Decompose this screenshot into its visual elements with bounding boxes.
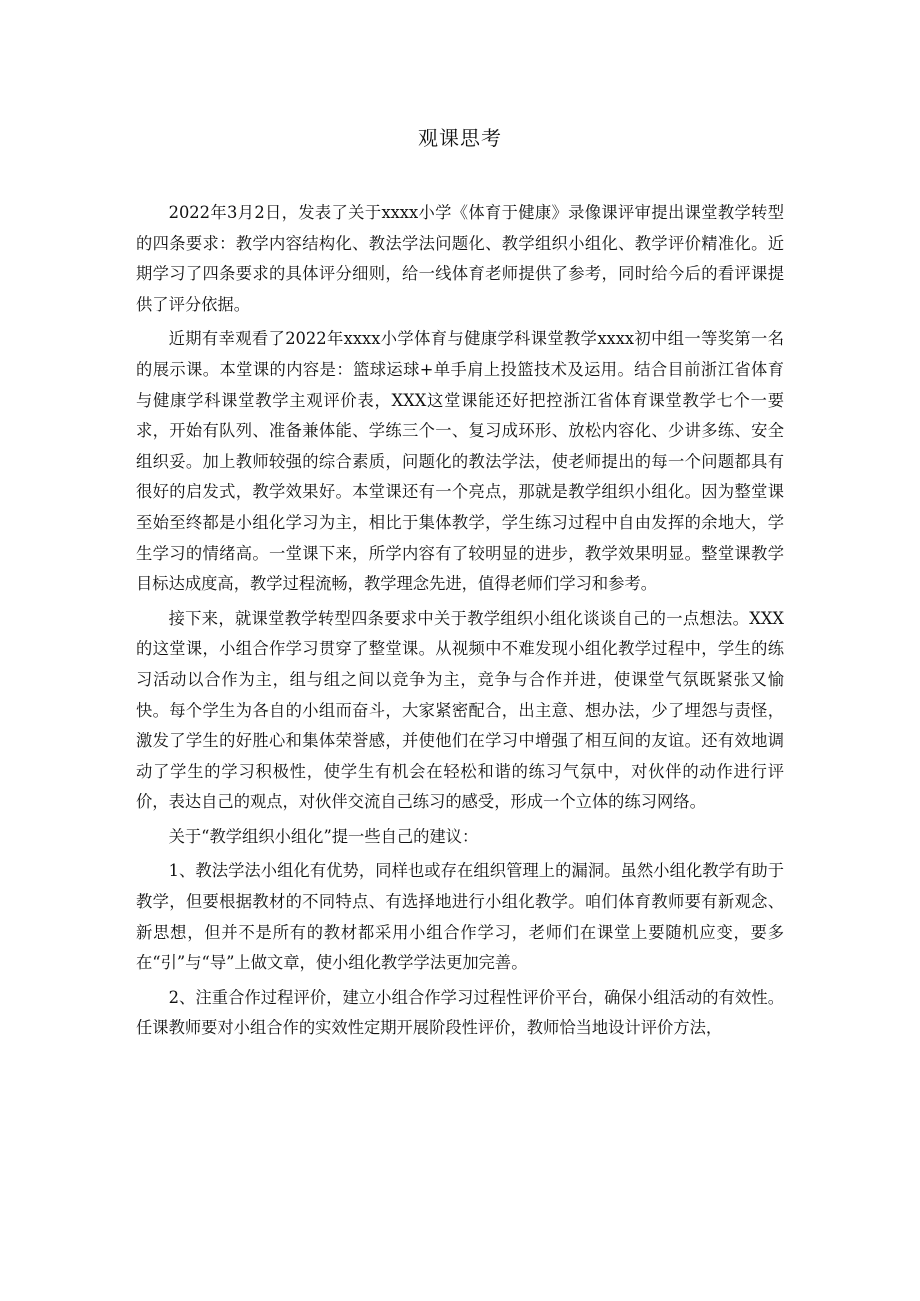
document-title: 观课思考: [418, 126, 502, 150]
paragraph-suggestion-2: 2、注重合作过程评价，建立小组合作学习过程性评价平台，确保小组活动的有效性。任课教师要对小组合作的实效性定期开展阶段性评价，教师恰当地设计评价方法，: [136, 987, 784, 1038]
document-body: [136, 198, 784, 1048]
paragraph-suggestions-heading: 关于“教学组织小组化”提一些自己的建议：: [168, 826, 479, 846]
paragraph-suggestion-1: 1、教法学法小组化有优势，同样也或存在组织管理上的漏洞。虽然小组化教学有助于教学，但要根据教材的不同特点、有选择地进行小组化教学。咱们体育教师要有新观念、新思想，但并不是所有的教材都采用小组合作学习，老师们在课堂上要随机应变，要多在“引”与“导”上做文章，使小组化教学学法更加完善。: [136, 861, 784, 973]
paragraph-observation: 近期有幸观看了2022年xxxx小学体育与健康学科课堂教学xxxx初中组一等奖第一名的展示课。本堂课的内容是：篮球运球+单手肩上投篮技术及运用。结合目前浙江省体育与健康学科课堂教学主观评价表，XXX这堂课能还好把控浙江省体育课堂教学七个一要求，开始有队列、准备兼体能、学练三个一、复习成环形、放松内容化、少讲多练、安全组织妥。加上教师较强的综合素质，问题化的教法学法，使老师提出的每一个问题都具有很好的启发式，教学效果好。本堂课还有一个亮点，那就是教学组织小组化。因为整堂课至始至终都是小组化学习为主，相比于集体教学，学生练习过程中自由发挥的余地大，学生学习的情绪高。一堂课下来，所学内容有了较明显的进步，教学效果明显。整堂课教学目标达成度高，教学过程流畅，教学理念先进，值得老师们学习和参考。: [136, 329, 784, 594]
paragraph-thoughts: 接下来，就课堂教学转型四条要求中关于教学组织小组化谈谈自己的一点想法。XXX的这堂课，小组合作学习贯穿了整堂课。从视频中不难发现小组化教学过程中，学生的练习活动以合作为主，组与组之间以竞争为主，竞争与合作并进，使课堂气氛既紧张又愉快。每个学生为各自的小组而奋斗，大家紧密配合，出主意、想办法，少了埋怨与责怪，激发了学生的好胜心和集体荣誉感，并使他们在学习中增强了相互间的友谊。还有效地调动了学生的学习积极性，使学生有机会在轻松和谐的练习气氛中，对伙伴的动作进行评价，表达自己的观点，对伙伴交流自己练习的感受，形成一个立体的练习网络。: [136, 608, 784, 812]
paragraph-intro: 2022年3月2日，发表了关于xxxx小学《体育于健康》录像课评审提出课堂教学转型的四条要求：教学内容结构化、教法学法问题化、教学组织小组化、教学评价精准化。近期学习了四条要求的具体评分细则，给一线体育老师提供了参考，同时给今后的看评课提供了评分依据。: [136, 203, 784, 314]
